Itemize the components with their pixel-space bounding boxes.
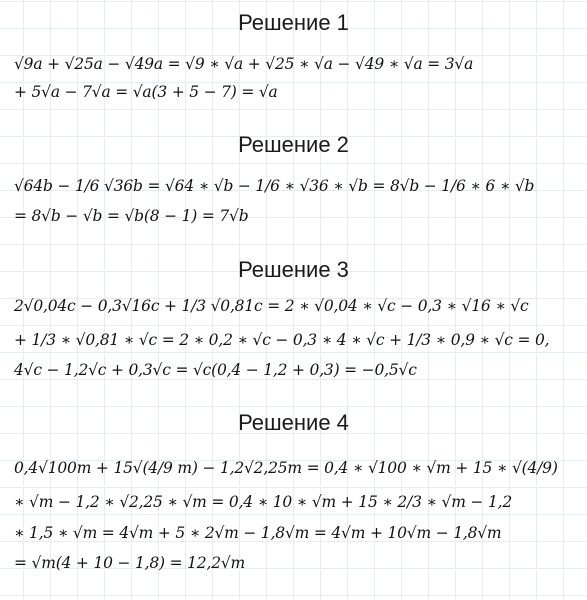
solution-4-line-1: 0,4√100m + 15√(4/9 m) − 1,2√2,25m = 0,4 ∗ √100 ∗ √m + 15 ∗ √(4/9) bbox=[14, 459, 558, 477]
solution-1-line-2: + 5√a − 7√a = √a(3 + 5 − 7) = √a bbox=[14, 83, 278, 101]
solution-4-line-4: = √m(4 + 10 − 1,8) = 12,2√m bbox=[14, 554, 246, 572]
solution-3-line-1: 2√0,04c − 0,3√16c + 1/3 √0,81c = 2 ∗ √0,04 ∗ √c − 0,3 ∗ √16 ∗ √c bbox=[14, 297, 529, 315]
solution-1-heading: Решение 1 bbox=[238, 10, 349, 35]
solution-3-heading: Решение 3 bbox=[238, 257, 349, 282]
solution-2-line-1: √64b − 1/6 √36b = √64 ∗ √b − 1/6 ∗ √36 ∗ √b = 8√b − 1/6 ∗ 6 ∗ √b bbox=[14, 177, 535, 195]
solution-4-line-3: ∗ 1,5 ∗ √m = 4√m + 5 ∗ 2√m − 1,8√m = 4√m + 10√m − 1,8√m bbox=[14, 524, 502, 542]
solution-4-heading: Решение 4 bbox=[238, 410, 349, 435]
solution-2-heading: Решение 2 bbox=[238, 132, 349, 157]
solution-4-line-2: ∗ √m − 1,2 ∗ √2,25 ∗ √m = 0,4 ∗ 10 ∗ √m + 15 ∗ 2/3 ∗ √m − 1,2 bbox=[14, 493, 512, 511]
solution-3-line-2: + 1/3 ∗ √0,81 ∗ √c = 2 ∗ 0,2 ∗ √c − 0,3 ∗ 4 ∗ √c + 1/3 ∗ 0,9 ∗ √c = 0, bbox=[14, 331, 550, 349]
solution-1-line-1: √9a + √25a − √49a = √9 ∗ √a + √25 ∗ √a − √49 ∗ √a = 3√a bbox=[14, 55, 474, 73]
solution-2-line-2: = 8√b − √b = √b(8 − 1) = 7√b bbox=[14, 207, 249, 225]
solution-3-line-3: 4√c − 1,2√c + 0,3√c = √c(0,4 − 1,2 + 0,3) = −0,5√c bbox=[14, 361, 417, 379]
